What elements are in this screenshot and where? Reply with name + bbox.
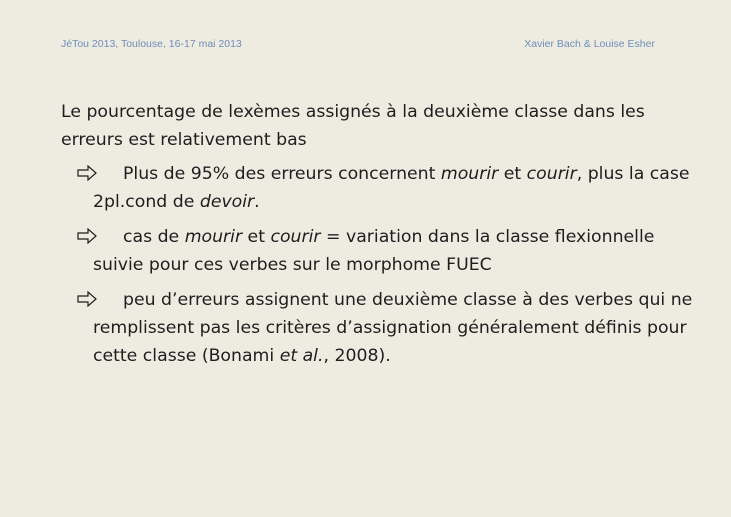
arrow-right-outline-icon <box>77 228 99 244</box>
bullet-text-1: Plus de 95% des erreurs concernent mourir et courir, plus la case 2pl.cond de devoir. <box>93 164 690 212</box>
bullet-item-1 <box>61 160 701 216</box>
intro-paragraph: Le pourcentage de lexèmes assignés à la deuxième classe dans les erreurs est relativement bas <box>61 102 645 150</box>
bullet-item-2 <box>61 223 701 279</box>
page-header <box>61 38 655 54</box>
bullet-text-2: cas de mourir et courir = variation dans la classe flexionnelle suivie pour ces verbes sur le morphome FUEC <box>93 227 655 275</box>
bullet-text-3: peu d’erreurs assignent une deuxième classe à des verbes qui ne remplissent pas les critères d’assignation généralement définis pour cette classe (Bonami et al., 2008). <box>93 290 693 366</box>
arrow-right-outline-icon <box>77 165 99 181</box>
arrow-right-outline-icon <box>77 291 99 307</box>
slide-body <box>61 98 701 377</box>
header-authors: Xavier Bach & Louise Esher <box>524 38 655 50</box>
bullet-item-3 <box>61 286 701 370</box>
header-conference: JéTou 2013, Toulouse, 16-17 mai 2013 <box>61 38 242 50</box>
